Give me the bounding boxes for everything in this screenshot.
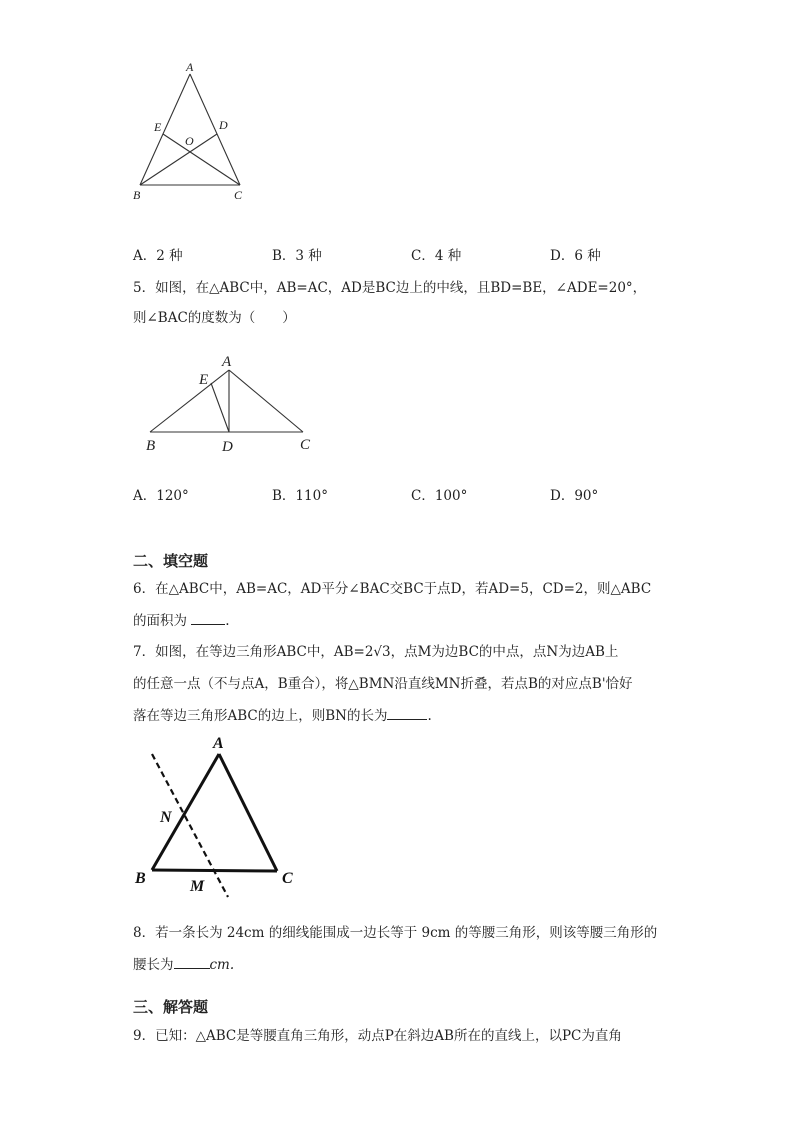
q5-fig-label-d: D bbox=[222, 439, 233, 455]
q7-fig-label-m: M bbox=[190, 878, 205, 895]
q6-answer-blank[interactable] bbox=[191, 610, 225, 625]
q8-line2 bbox=[133, 953, 234, 973]
fig1-label-o: O bbox=[185, 134, 194, 148]
figure-q5-triangle bbox=[140, 350, 330, 460]
q5-options bbox=[133, 484, 689, 504]
q5-fig-label-a: A bbox=[222, 354, 232, 370]
q8-line1: 8．若一条长为 24cm 的细线能围成一边长等于 9cm 的等腰三角形，则该等腰三角形的 bbox=[133, 925, 658, 941]
q4-options bbox=[133, 244, 689, 264]
q9-line1: 9．已知：△ABC是等腰直角三角形，动点P在斜边AB所在的直线上，以PC为直角 bbox=[133, 1028, 622, 1044]
q7-line3-end: . bbox=[427, 708, 432, 724]
q5-option-d[interactable]: D．90° bbox=[550, 488, 599, 504]
q7-fig-label-n: N bbox=[160, 809, 172, 826]
q8-line2-unit: cm. bbox=[209, 957, 235, 973]
q4-option-c[interactable]: C．4 种 bbox=[411, 248, 462, 264]
q6-line2 bbox=[133, 609, 230, 629]
fig1-label-a: A bbox=[186, 60, 194, 74]
section-fill-in-title: 二、填空题 bbox=[133, 552, 209, 570]
q7-fig-label-c: C bbox=[282, 870, 293, 887]
q5-option-c[interactable]: C．100° bbox=[411, 488, 468, 504]
fig1-label-e: E bbox=[154, 120, 162, 134]
q8-line2-text: 腰长为 bbox=[133, 957, 174, 973]
q7-answer-blank[interactable] bbox=[387, 705, 427, 720]
fig1-label-c: C bbox=[234, 188, 243, 202]
q4-option-b[interactable]: B．3 种 bbox=[272, 248, 322, 264]
fig1-label-d: D bbox=[219, 118, 228, 132]
q5-line1: 5．如图，在△ABC中，AB=AC，AD是BC边上的中线，且BD=BE，∠ADE=20°， bbox=[133, 280, 647, 296]
figure-q7-equilateral-triangle bbox=[130, 730, 310, 900]
fig1-label-b: B bbox=[133, 188, 141, 202]
q7-line2: 的任意一点（不与点A，B重合），将△BMN沿直线MN折叠，若点B的对应点B'恰好 bbox=[133, 676, 633, 692]
q7-line3-text: 落在等边三角形ABC的边上，则BN的长为 bbox=[133, 708, 388, 724]
q7-line1: 7．如图，在等边三角形ABC中，AB=2√3，点M为边BC的中点，点N为边AB上 bbox=[133, 644, 619, 660]
q6-line2-text: 的面积为 bbox=[133, 613, 192, 629]
q5-line2: 则∠BAC的度数为（ ） bbox=[133, 310, 296, 326]
q5-fig-label-b: B bbox=[146, 438, 156, 454]
q7-line3 bbox=[133, 704, 432, 724]
q7-fig-label-a: A bbox=[213, 735, 224, 752]
q5-option-a[interactable]: A．120° bbox=[133, 488, 189, 504]
q5-fig-label-c: C bbox=[300, 437, 311, 453]
q5-option-b[interactable]: B．110° bbox=[272, 488, 328, 504]
section-answer-title: 三、解答题 bbox=[133, 998, 209, 1016]
q6-line1: 6．在△ABC中，AB=AC，AD平分∠BAC交BC于点D，若AD=5，CD=2，则△ABC bbox=[133, 581, 652, 597]
q4-option-a[interactable]: A．2 种 bbox=[133, 248, 183, 264]
q6-line2-end: . bbox=[225, 613, 230, 629]
q5-fig-label-e: E bbox=[199, 372, 209, 388]
q7-fig-label-b: B bbox=[135, 870, 146, 887]
q8-answer-blank[interactable] bbox=[174, 954, 210, 969]
q4-option-d[interactable]: D．6 种 bbox=[550, 248, 601, 264]
figure-triangle-abc-cevians bbox=[120, 58, 270, 208]
